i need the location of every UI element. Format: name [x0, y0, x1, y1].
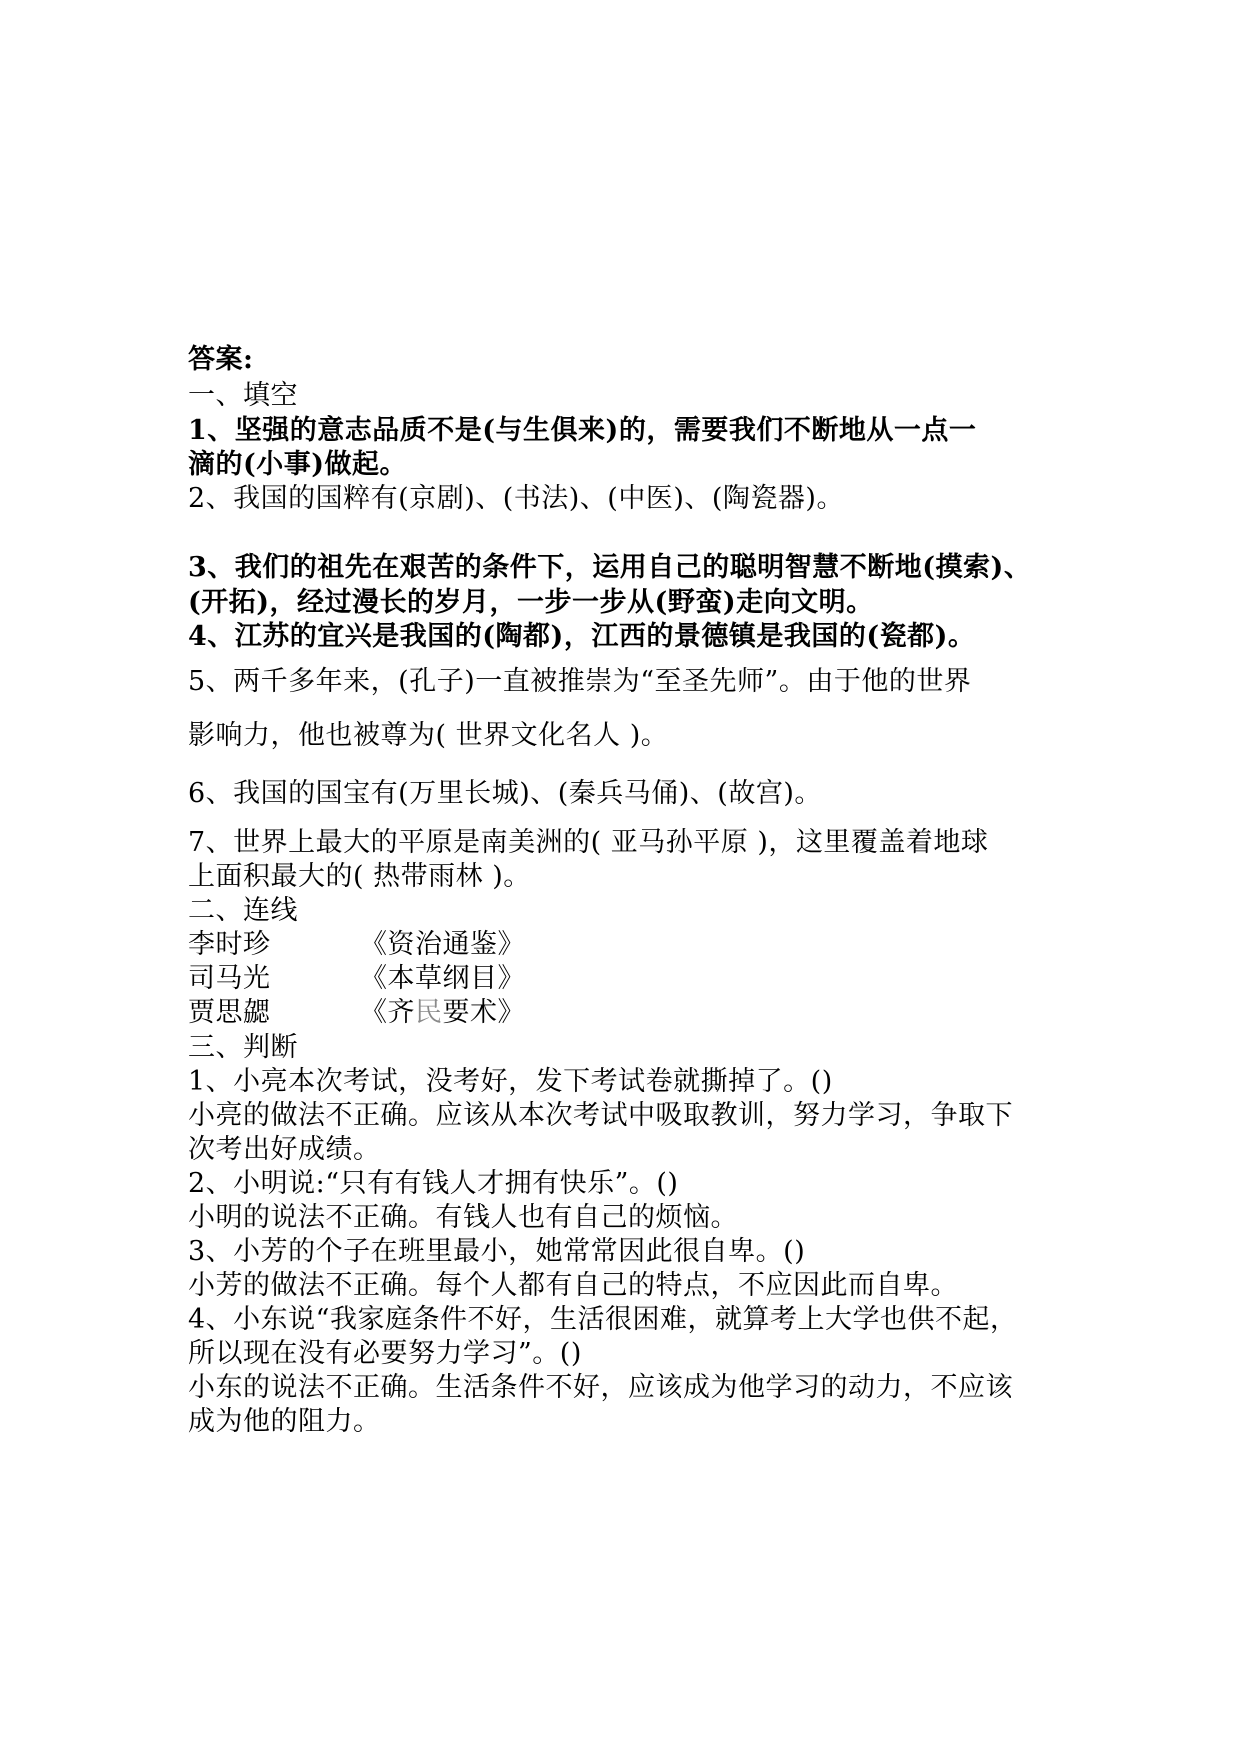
judge-a4-line1: 小东的说法不正确。生活条件不好，应该成为他学习的动力，不应该	[188, 1372, 1013, 1403]
matching-left: 李时珍	[188, 929, 271, 960]
matching-row	[188, 928, 588, 962]
judge-a1-line1: 小亮的做法不正确。应该从本次考试中吸取教训，努力学习，争取下	[188, 1100, 1013, 1131]
fill-q4: 4、江苏的宜兴是我国的(陶都)，江西的景德镇是我国的(瓷都)。	[188, 621, 976, 652]
fill-q5-line2: 影响力，他也被尊为( 世界文化名人 )。	[188, 720, 669, 751]
matching-row	[188, 962, 588, 996]
judge-q4-line2: 所以现在没有必要努力学习”。()	[188, 1338, 582, 1369]
matching-right-gray-char: 民	[415, 997, 443, 1028]
section-matching-heading: 二、连线	[188, 895, 298, 926]
matching-left: 司马光	[188, 963, 271, 994]
fill-q3-line2: (开拓)，经过漫长的岁月，一步一步从(野蛮)走向文明。	[188, 587, 874, 618]
matching-right-pre: 《齐	[360, 997, 415, 1028]
fill-q7-line1: 7、世界上最大的平原是南美洲的( 亚马孙平原 )，这里覆盖着地球	[188, 827, 989, 858]
fill-q3-line1: 3、我们的祖先在艰苦的条件下，运用自己的聪明智慧不断地(摸索)、	[188, 552, 1032, 583]
matching-right-post: 要术》	[442, 997, 525, 1028]
matching-left: 贾思勰	[188, 997, 271, 1028]
matching-right: 《资治通鉴》	[360, 929, 525, 960]
judge-a3: 小芳的做法不正确。每个人都有自己的特点，不应因此而自卑。	[188, 1270, 958, 1301]
section-judgment-heading: 三、判断	[188, 1032, 298, 1063]
judge-a1-line2: 次考出好成绩。	[188, 1134, 381, 1165]
section-fill-blank-heading: 一、填空	[188, 380, 298, 411]
fill-q2: 2、我国的国粹有(京剧)、(书法)、(中医)、(陶瓷器)。	[188, 483, 844, 514]
judge-q1: 1、小亮本次考试，没考好，发下考试卷就撕掉了。()	[188, 1066, 833, 1097]
fill-q1-line1: 1、坚强的意志品质不是(与生俱来)的，需要我们不断地从一点一	[188, 415, 977, 446]
answer-title: 答案:	[188, 344, 254, 375]
judge-a2: 小明的说法不正确。有钱人也有自己的烦恼。	[188, 1202, 738, 1233]
matching-right	[360, 996, 525, 1030]
judge-q2: 2、小明说:“只有有钱人才拥有快乐”。()	[188, 1168, 679, 1199]
fill-q7-line2: 上面积最大的( 热带雨林 )。	[188, 861, 531, 892]
fill-q6: 6、我国的国宝有(万里长城)、(秦兵马俑)、(故宫)。	[188, 778, 822, 809]
fill-q5-line1: 5、两千多年来，(孔子)一直被推崇为“至圣先师”。由于他的世界	[188, 666, 972, 697]
judge-q4-line1: 4、小东说“我家庭条件不好，生活很困难，就算考上大学也供不起，	[188, 1304, 1018, 1335]
judge-a4-line2: 成为他的阻力。	[188, 1406, 381, 1437]
fill-q1-line2: 滴的(小事)做起。	[188, 449, 408, 480]
matching-right: 《本草纲目》	[360, 963, 525, 994]
judge-q3: 3、小芳的个子在班里最小，她常常因此很自卑。()	[188, 1236, 806, 1267]
matching-row	[188, 996, 588, 1030]
